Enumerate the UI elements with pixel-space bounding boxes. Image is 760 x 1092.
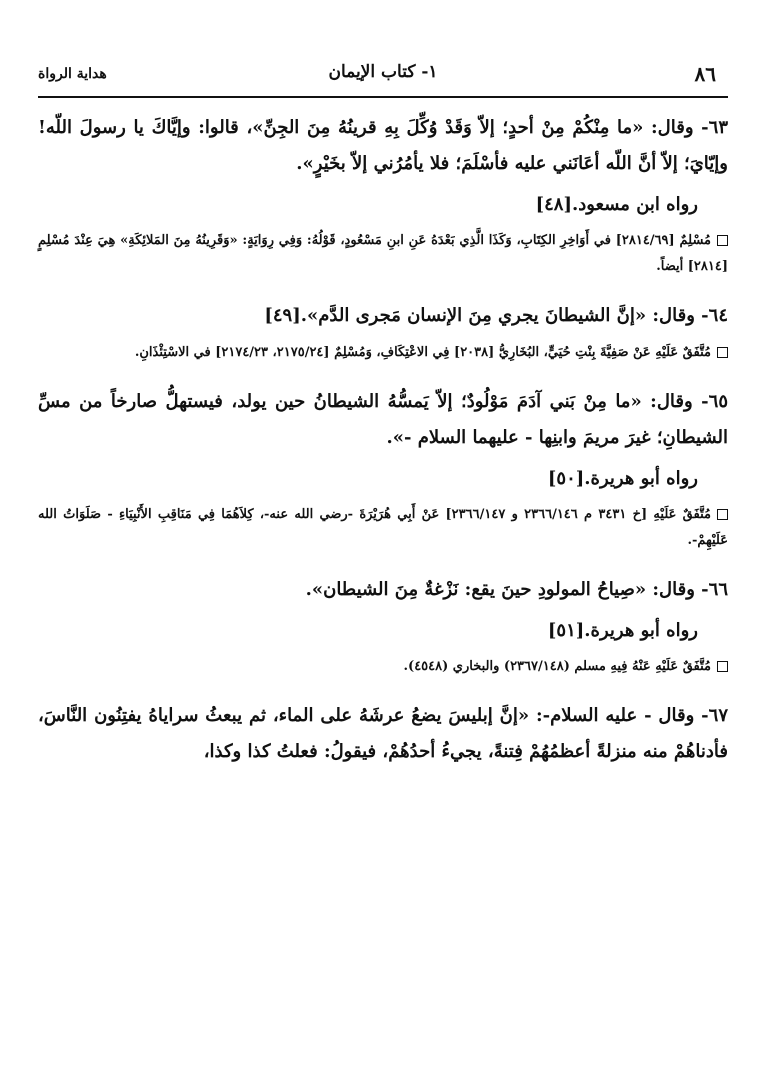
page-number: ٨٦ xyxy=(694,62,716,86)
hadith-text: ٦٤- وقال: «إنَّ الشيطانَ يجري مِنَ الإنسان مَجرى الدَّم».[٤٩] xyxy=(264,305,728,326)
hadith-narrator: رواه أبو هريرة.[٥٠] xyxy=(547,468,698,489)
running-header xyxy=(38,58,728,90)
hadith-text: ٦٣- وقال: «ما مِنْكُمْ مِنْ أحدٍ؛ إلاّ وَقَدْ وُكِّلَ بِهِ قرينُهُ مِنَ الجِنِّ»، قالوا: وإيَّاكَ يا رسولَ اللّه! وإيّايَ؛ إلاّ أنَّ اللّه أعَانَني عليه فأسْلَمَ؛ فلا يأمُرُني إلاّ بخَيْرٍ». xyxy=(38,117,728,174)
hadith-footnote xyxy=(38,228,728,280)
checkbox-icon xyxy=(717,661,728,672)
hadith-footnote xyxy=(38,340,728,366)
hadith-narrator: رواه ابن مسعود.[٤٨] xyxy=(535,194,698,215)
checkbox-icon xyxy=(717,509,728,520)
footnote-text: مُتَّفَقٌ عَلَيْهِ عَنْ صَفِيَّةَ بِنْتِ حُيَيٍّ، البُخَارِيُّ [٢٠٣٨] فِي الاعْتِكَافِ، وَمُسْلِمٌ [٢١٧٥/٢٤، ٢١٧٤/٢٣] في الاسْتِئْذَانِ. xyxy=(134,345,711,360)
checkbox-icon xyxy=(717,235,728,246)
footnote-text: مُتَّفَقٌ عَلَيْهِ عَنْهُ فِيهِ مسلم (٢٣٦٧/١٤٨) والبخاري (٤٥٤٨). xyxy=(403,659,711,674)
hadith-footnote xyxy=(38,654,728,680)
hadith-narrator: رواه أبو هريرة.[٥١] xyxy=(547,620,698,641)
chapter-title: ١- كتاب الإيمان xyxy=(328,62,438,82)
checkbox-icon xyxy=(717,347,728,358)
header-divider xyxy=(38,96,728,98)
hadith-text: ٦٦- وقال: «صِياحُ المولودِ حينَ يقع: نَزْغةٌ مِنَ الشيطان». xyxy=(305,579,728,600)
footnote-text: مُتَّفَقٌ عَلَيْهِ [خ ٣٤٣١ م ٢٣٦٦/١٤٦ و ٢٣٦٦/١٤٧] عَنْ أَبِي هُرَيْرَةَ -رضي الله عنه-، كِلاَهُمَا فِي مَنَاقِبِ الأَنْبِيَاءِ - صَلَوَاتُ الله عَلَيْهِمْ-. xyxy=(38,507,728,548)
book-title: هداية الرواة xyxy=(38,66,107,82)
page-body xyxy=(38,110,728,770)
footnote-text: مُسْلِمٌ [٢٨١٤/٦٩] في أَوَاخِرِ الكِتَابِ، وَكَذَا الَّذِي بَعْدَهُ عَنِ ابنِ مَسْعُودٍ، قَوْلُهُ: وَفِي رِوَايَةٍ: «وَقَرِينُهُ مِنَ المَلائِكَةِ» هِيَ عِنْدَ مُسْلِمٍ [٢٨١٤] أيضاً. xyxy=(38,233,728,274)
hadith-text: ٦٧- وقال - عليه السلام-: «إنَّ إبليسَ يضعُ عرشَهُ على الماء، ثم يبعثُ سراياهُ يفتِنُون النَّاسَ، فأدناهُمْ منه منزلةً أعظمُهُمْ فِتنةً، يجيءُ أحدُهُمْ، فيقولُ: فعلتُ كذا وكذا، xyxy=(38,705,728,762)
hadith-footnote xyxy=(38,502,728,554)
hadith-text: ٦٥- وقال: «ما مِنْ بَني آدَمَ مَوْلُودٌ؛ إلاّ يَمسُّهُ الشيطانُ حين يولد، فيستهلُّ صارخاً من مسِّ الشيطانِ؛ غيرَ مريمَ وابنِها - عليهما السلام -». xyxy=(38,391,728,448)
